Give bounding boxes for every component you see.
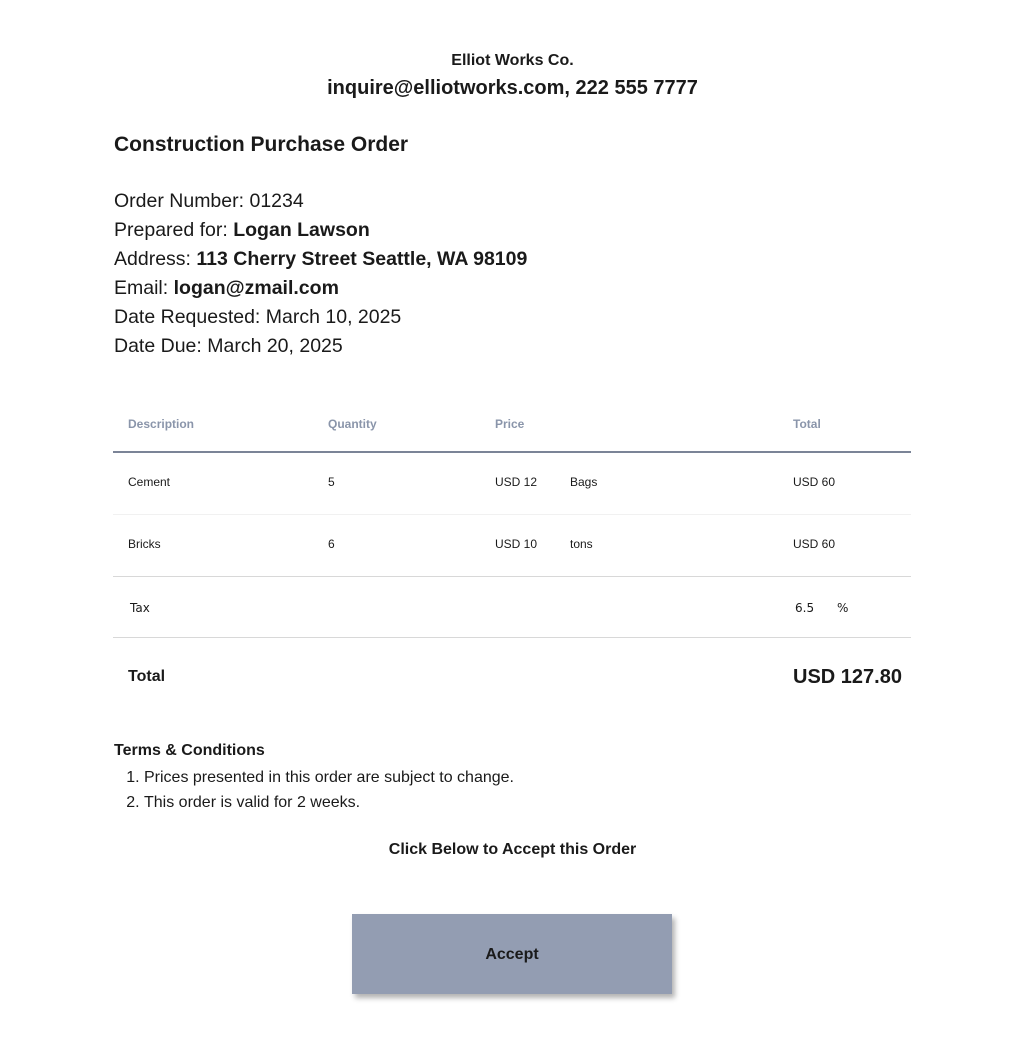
email-value: logan@zmail.com bbox=[173, 277, 339, 299]
grand-total-row bbox=[113, 638, 911, 718]
terms-item: 1. Prices presented in this order are subject to change. bbox=[144, 765, 514, 790]
table-row bbox=[113, 453, 911, 515]
date-requested-value: March 10, 2025 bbox=[265, 306, 402, 328]
address-label: Address: bbox=[114, 248, 191, 270]
date-requested-row bbox=[114, 303, 527, 332]
tax-percent-sign: % bbox=[837, 601, 849, 615]
page-title: Construction Purchase Order bbox=[114, 133, 409, 156]
prepared-for-label: Prepared for: bbox=[114, 219, 228, 241]
item-quantity: 5 bbox=[328, 475, 335, 489]
date-due-value: March 20, 2025 bbox=[207, 335, 343, 357]
terms-title: Terms & Conditions bbox=[114, 742, 265, 759]
order-number-row bbox=[114, 187, 527, 216]
accept-button[interactable]: Accept bbox=[352, 914, 672, 994]
terms-item: 2. This order is valid for 2 weeks. bbox=[144, 790, 514, 815]
line-items-table bbox=[113, 395, 911, 718]
date-requested-label: Date Requested: bbox=[114, 306, 261, 328]
grand-total-value: USD 127.80 bbox=[793, 666, 902, 688]
column-header-quantity: Quantity bbox=[328, 417, 377, 431]
order-number-value: 01234 bbox=[249, 190, 304, 212]
column-header-price: Price bbox=[495, 417, 525, 431]
item-description: Bricks bbox=[128, 537, 161, 551]
item-description: Cement bbox=[128, 475, 171, 489]
prepared-for-value: Logan Lawson bbox=[233, 219, 370, 241]
address-row bbox=[114, 245, 527, 274]
table-header bbox=[113, 395, 911, 453]
item-price: USD 10 bbox=[495, 537, 538, 551]
order-number-label: Order Number: bbox=[114, 190, 245, 212]
grand-total-label: Total bbox=[128, 668, 166, 685]
item-total: USD 60 bbox=[793, 537, 836, 551]
item-unit: Bags bbox=[570, 475, 598, 489]
item-quantity: 6 bbox=[328, 537, 335, 551]
accept-prompt: Click Below to Accept this Order bbox=[388, 841, 637, 858]
item-total: USD 60 bbox=[793, 475, 836, 489]
date-due-label: Date Due: bbox=[114, 335, 202, 357]
company-name: Elliot Works Co. bbox=[451, 52, 574, 69]
tax-row bbox=[113, 577, 911, 638]
company-contact: inquire@elliotworks.com, 222 555 7777 bbox=[327, 77, 698, 99]
address-value: 113 Cherry Street Seattle, WA 98109 bbox=[196, 248, 528, 270]
item-unit: tons bbox=[570, 537, 593, 551]
terms-list bbox=[114, 765, 514, 815]
prepared-for-row bbox=[114, 216, 527, 245]
email-label: Email: bbox=[114, 277, 169, 299]
tax-label: Tax bbox=[130, 601, 150, 615]
item-price: USD 12 bbox=[495, 475, 538, 489]
order-info bbox=[114, 187, 527, 361]
table-row bbox=[113, 515, 911, 577]
terms-and-conditions bbox=[114, 740, 514, 815]
column-header-total: Total bbox=[793, 417, 821, 431]
date-due-row bbox=[114, 332, 527, 361]
email-row bbox=[114, 274, 527, 303]
column-header-description: Description bbox=[128, 417, 195, 431]
tax-value: 6.5 bbox=[795, 601, 815, 615]
